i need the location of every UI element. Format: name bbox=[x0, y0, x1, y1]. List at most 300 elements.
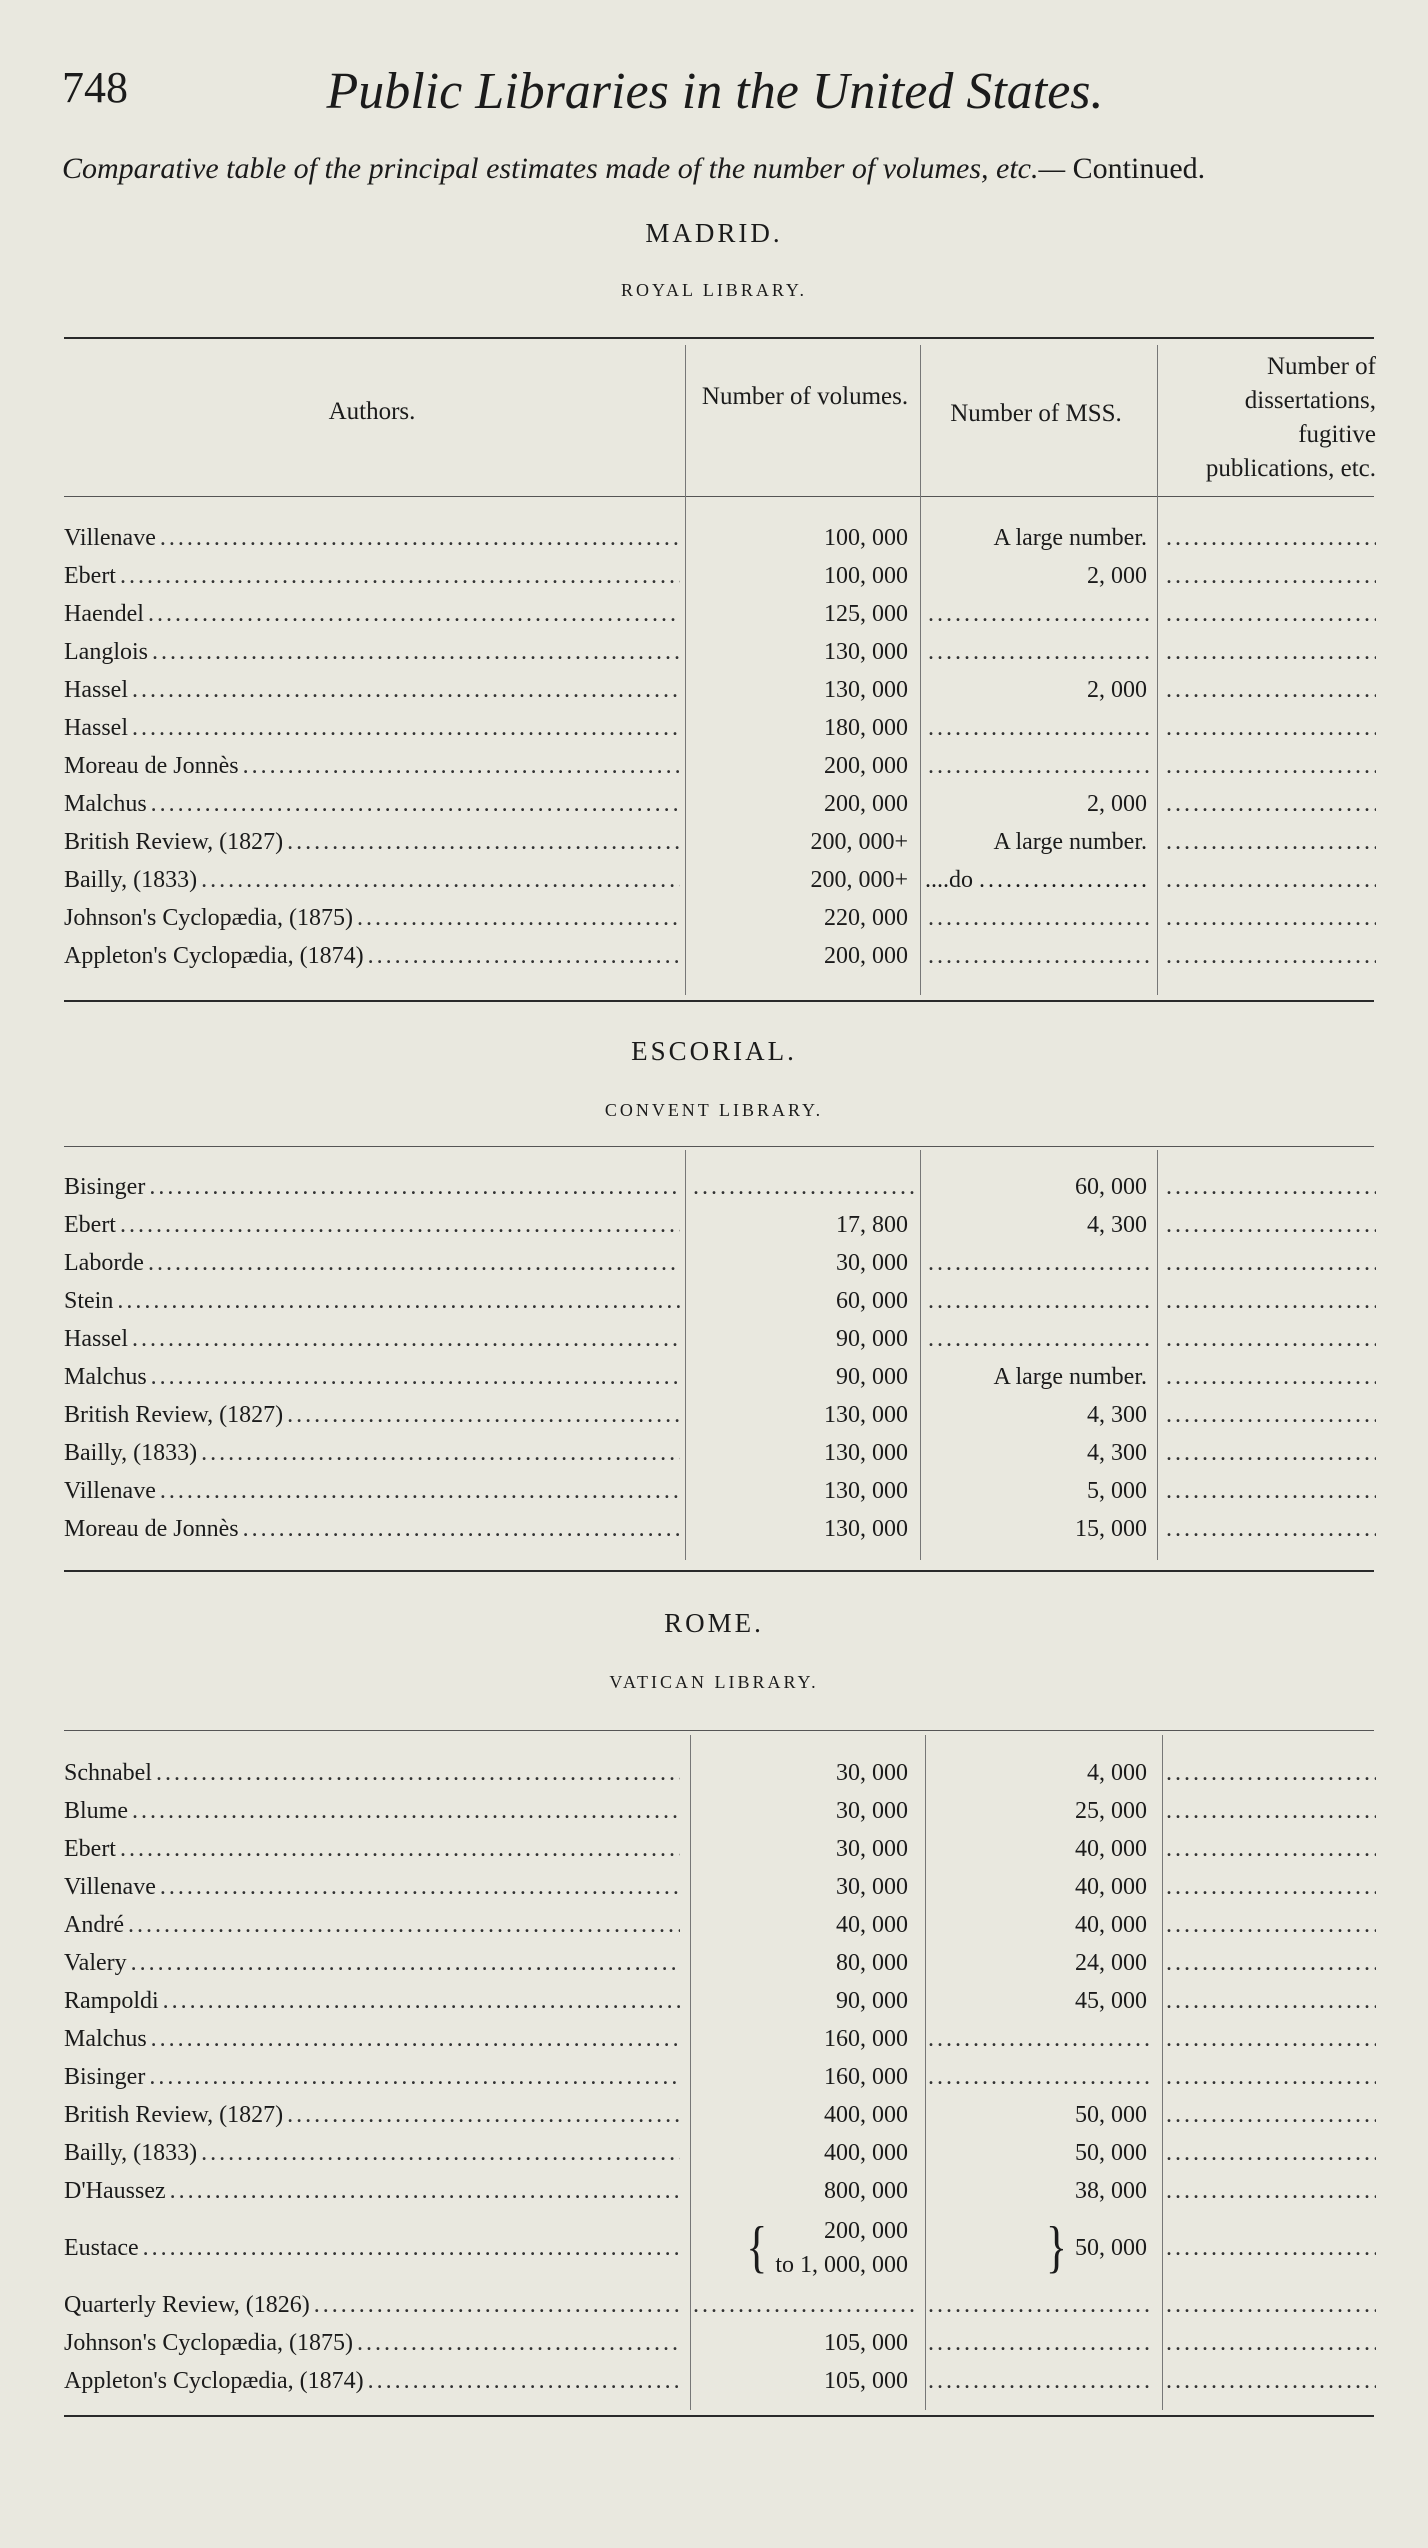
author-name: Appleton's Cyclopædia, (1874) bbox=[64, 2367, 364, 2394]
section-library: VATICAN LIBRARY. bbox=[609, 1672, 819, 1692]
author-name: Hassel bbox=[64, 676, 128, 703]
mss-value: 40, 000 bbox=[1075, 1835, 1147, 1862]
table-top-rule bbox=[64, 1730, 1374, 1731]
column-header-mss: Number of MSS. bbox=[950, 400, 1122, 427]
volumes-cell bbox=[690, 1320, 908, 1358]
volumes-cell bbox=[690, 2134, 908, 2172]
dissertations-empty bbox=[1166, 1944, 1376, 1982]
mss-cell bbox=[925, 1434, 1147, 1472]
mss-cell bbox=[925, 1982, 1147, 2020]
mss-cell bbox=[925, 1168, 1147, 1206]
dissertations-empty bbox=[1166, 595, 1376, 633]
author-cell bbox=[64, 1906, 680, 1944]
table-row bbox=[0, 1206, 1428, 1244]
volumes-cell bbox=[690, 1472, 908, 1510]
mss-cell bbox=[925, 1396, 1147, 1434]
mss-value: 50, 000 bbox=[1075, 2139, 1147, 2166]
author-cell bbox=[64, 823, 680, 861]
mss-empty bbox=[928, 709, 1150, 747]
author-cell bbox=[64, 2058, 680, 2096]
author-cell bbox=[64, 861, 680, 899]
author-cell bbox=[64, 1510, 680, 1548]
mss-value: 50, 000 bbox=[1075, 2234, 1147, 2261]
mss-value: 4, 000 bbox=[1087, 1759, 1147, 1786]
author-cell bbox=[64, 1792, 680, 1830]
author-cell bbox=[64, 785, 680, 823]
mss-empty bbox=[928, 747, 1150, 785]
volumes-empty bbox=[693, 2286, 915, 2324]
mss-cell bbox=[925, 1792, 1147, 1830]
dissertations-empty bbox=[1166, 937, 1376, 975]
mss-value: 15, 000 bbox=[1075, 1515, 1147, 1542]
author-name: Villenave bbox=[64, 524, 156, 551]
mss-empty bbox=[928, 595, 1150, 633]
dissertations-empty bbox=[1166, 1754, 1376, 1792]
table-body bbox=[0, 519, 1428, 975]
volumes-cell bbox=[690, 1982, 908, 2020]
volumes-cell bbox=[690, 2210, 908, 2286]
volumes-cell bbox=[690, 861, 908, 899]
volumes-cell bbox=[690, 1754, 908, 1792]
section-city: MADRID. bbox=[645, 218, 783, 248]
author-cell bbox=[64, 747, 680, 785]
table-row bbox=[0, 2096, 1428, 2134]
table-row bbox=[0, 2210, 1428, 2286]
volumes-value: 30, 000 bbox=[836, 1797, 908, 1824]
author-cell bbox=[64, 2324, 680, 2362]
mss-value: 38, 000 bbox=[1075, 2177, 1147, 2204]
volumes-value: 100, 000 bbox=[824, 562, 908, 589]
author-name: Laborde bbox=[64, 1249, 144, 1276]
table-row bbox=[0, 633, 1428, 671]
mss-value: 5, 000 bbox=[1087, 1477, 1147, 1504]
author-cell bbox=[64, 709, 680, 747]
volumes-value: 400, 000 bbox=[824, 2139, 908, 2166]
volumes-value: 200, 000+ bbox=[810, 866, 908, 893]
author-name: British Review, (1827) bbox=[64, 828, 284, 855]
mss-empty bbox=[928, 2020, 1150, 2058]
mss-value: 2, 000 bbox=[1087, 562, 1147, 589]
author-cell bbox=[64, 519, 680, 557]
table-row bbox=[0, 2134, 1428, 2172]
dissertations-empty bbox=[1166, 1282, 1376, 1320]
table-row bbox=[0, 1396, 1428, 1434]
mss-cell bbox=[925, 671, 1147, 709]
author-cell bbox=[64, 1282, 680, 1320]
mss-value: 45, 000 bbox=[1075, 1987, 1147, 2014]
mss-empty bbox=[928, 2362, 1150, 2400]
dissertations-empty bbox=[1166, 899, 1376, 937]
volumes-value: 60, 000 bbox=[836, 1287, 908, 1314]
dissertations-empty bbox=[1166, 1792, 1376, 1830]
author-name: Bisinger bbox=[64, 2063, 146, 2090]
author-cell bbox=[64, 2134, 680, 2172]
table-caption bbox=[62, 152, 1378, 186]
column-header-authors: Authors. bbox=[328, 398, 416, 425]
volumes-cell bbox=[690, 1206, 908, 1244]
author-cell bbox=[64, 1396, 680, 1434]
volumes-value: 130, 000 bbox=[824, 1477, 908, 1504]
dissertations-empty bbox=[1166, 671, 1376, 709]
author-cell bbox=[64, 671, 680, 709]
page-header bbox=[62, 62, 1368, 122]
table-row bbox=[0, 1982, 1428, 2020]
author-cell bbox=[64, 2172, 680, 2210]
author-name: Malchus bbox=[64, 1363, 147, 1390]
author-cell bbox=[64, 1244, 680, 1282]
author-cell bbox=[64, 2020, 680, 2058]
dissertations-empty bbox=[1166, 1868, 1376, 1906]
author-cell bbox=[64, 1868, 680, 1906]
author-name: Hassel bbox=[64, 1325, 128, 1352]
dissertations-empty bbox=[1166, 2362, 1376, 2400]
author-cell bbox=[64, 2096, 680, 2134]
volumes-value: 30, 000 bbox=[836, 1249, 908, 1276]
author-name: Moreau de Jonnès bbox=[64, 1515, 239, 1542]
volumes-cell bbox=[690, 1434, 908, 1472]
dissertations-empty bbox=[1166, 2096, 1376, 2134]
author-name: British Review, (1827) bbox=[64, 2101, 284, 2128]
table-row bbox=[0, 2058, 1428, 2096]
table-row bbox=[0, 1168, 1428, 1206]
volumes-value: 30, 000 bbox=[836, 1873, 908, 1900]
mss-value: 2, 000 bbox=[1087, 676, 1147, 703]
volumes-cell bbox=[690, 1358, 908, 1396]
volumes-cell bbox=[690, 2096, 908, 2134]
mss-value: ....do bbox=[925, 866, 973, 893]
author-name: Villenave bbox=[64, 1477, 156, 1504]
dissertations-empty bbox=[1166, 709, 1376, 747]
mss-value: 40, 000 bbox=[1075, 1873, 1147, 1900]
table-row bbox=[0, 1282, 1428, 1320]
mss-cell bbox=[925, 1754, 1147, 1792]
mss-value: 25, 000 bbox=[1075, 1797, 1147, 1824]
mss-cell bbox=[925, 1358, 1147, 1396]
mss-empty bbox=[928, 2286, 1150, 2324]
dissertations-empty bbox=[1166, 2210, 1376, 2286]
author-cell bbox=[64, 1754, 680, 1792]
author-cell bbox=[64, 595, 680, 633]
dissertations-empty bbox=[1166, 2134, 1376, 2172]
mss-cell bbox=[925, 2134, 1147, 2172]
table-body bbox=[0, 1754, 1428, 2400]
caption-italic: Comparative table of the principal estimates made of the number of volumes, etc.— bbox=[62, 152, 1066, 185]
volumes-value: 160, 000 bbox=[824, 2063, 908, 2090]
volumes-value: 30, 000 bbox=[836, 1835, 908, 1862]
running-title: Public Libraries in the United States. bbox=[326, 63, 1104, 120]
mss-cell bbox=[925, 1510, 1147, 1548]
table-row bbox=[0, 1906, 1428, 1944]
table-row bbox=[0, 2172, 1428, 2210]
author-name: Blume bbox=[64, 1797, 128, 1824]
mss-cell bbox=[925, 2210, 1147, 2286]
volumes-cell bbox=[690, 785, 908, 823]
author-name: Johnson's Cyclopædia, (1875) bbox=[64, 2329, 353, 2356]
caption-continued: Continued. bbox=[1065, 152, 1206, 185]
volumes-cell bbox=[690, 899, 908, 937]
mss-cell bbox=[925, 557, 1147, 595]
author-name: Ebert bbox=[64, 1835, 116, 1862]
column-header-dissertations: Number of dissertations, fugitive publications, etc. bbox=[1205, 353, 1376, 482]
table-row bbox=[0, 1320, 1428, 1358]
dissertations-empty bbox=[1166, 1510, 1376, 1548]
author-name: Malchus bbox=[64, 790, 147, 817]
section-library: ROYAL LIBRARY. bbox=[620, 280, 808, 300]
author-name: Eustace bbox=[64, 2234, 139, 2261]
volumes-cell bbox=[690, 1868, 908, 1906]
dissertations-empty bbox=[1166, 2172, 1376, 2210]
dissertations-empty bbox=[1166, 633, 1376, 671]
table-row bbox=[0, 861, 1428, 899]
dissertations-empty bbox=[1166, 823, 1376, 861]
volumes-cell bbox=[690, 2058, 908, 2096]
author-cell bbox=[64, 2286, 680, 2324]
author-name: Stein bbox=[64, 1287, 114, 1314]
volumes-cell bbox=[690, 1906, 908, 1944]
dissertations-empty bbox=[1166, 1320, 1376, 1358]
table-row bbox=[0, 2020, 1428, 2058]
mss-value: 4, 300 bbox=[1087, 1401, 1147, 1428]
volumes-cell bbox=[690, 1510, 908, 1548]
volumes-cell bbox=[690, 937, 908, 975]
volumes-cell bbox=[690, 1944, 908, 1982]
author-name: Rampoldi bbox=[64, 1987, 159, 2014]
volumes-cell bbox=[690, 633, 908, 671]
mss-empty bbox=[928, 899, 1150, 937]
table-row bbox=[0, 709, 1428, 747]
author-name: Schnabel bbox=[64, 1759, 152, 1786]
section-city: ROME. bbox=[664, 1608, 764, 1638]
mss-value: 4, 300 bbox=[1087, 1211, 1147, 1238]
volumes-cell bbox=[690, 2362, 908, 2400]
mss-value: 60, 000 bbox=[1075, 1173, 1147, 1200]
volumes-value: 220, 000 bbox=[824, 904, 908, 931]
volumes-cell bbox=[690, 2172, 908, 2210]
volumes-value: 130, 000 bbox=[824, 1515, 908, 1542]
mss-empty bbox=[928, 1320, 1150, 1358]
mss-empty bbox=[928, 2324, 1150, 2362]
table-bottom-rule bbox=[64, 1570, 1374, 1572]
table-row bbox=[0, 1434, 1428, 1472]
dissertations-empty bbox=[1166, 1244, 1376, 1282]
volumes-value: 200, 000 bbox=[824, 752, 908, 779]
dissertations-empty bbox=[1166, 1396, 1376, 1434]
table-top-rule bbox=[64, 337, 1374, 339]
mss-value: 4, 300 bbox=[1087, 1439, 1147, 1466]
volumes-cell bbox=[690, 1282, 908, 1320]
mss-cell bbox=[925, 2096, 1147, 2134]
volumes-value: 400, 000 bbox=[824, 2101, 908, 2128]
table-row bbox=[0, 2324, 1428, 2362]
volumes-empty bbox=[693, 1168, 915, 1206]
author-name: Quarterly Review, (1826) bbox=[64, 2291, 310, 2318]
author-cell bbox=[64, 1206, 680, 1244]
author-name: D'Haussez bbox=[64, 2177, 166, 2204]
dissertations-empty bbox=[1166, 2286, 1376, 2324]
section-city: ESCORIAL. bbox=[631, 1036, 797, 1066]
table-row bbox=[0, 1830, 1428, 1868]
author-name: Bisinger bbox=[64, 1173, 146, 1200]
volumes-value: 800, 000 bbox=[824, 2177, 908, 2204]
volumes-value: 200, 000 bbox=[824, 2218, 908, 2244]
header-rule bbox=[64, 496, 1374, 497]
author-cell bbox=[64, 2362, 680, 2400]
volumes-cell bbox=[690, 595, 908, 633]
volumes-value: 100, 000 bbox=[824, 524, 908, 551]
volumes-value: 80, 000 bbox=[836, 1949, 908, 1976]
mss-empty bbox=[928, 1282, 1150, 1320]
author-name: Bailly, (1833) bbox=[64, 2139, 198, 2166]
table-row bbox=[0, 1792, 1428, 1830]
table-row bbox=[0, 671, 1428, 709]
mss-empty bbox=[928, 1244, 1150, 1282]
author-name: Bailly, (1833) bbox=[64, 866, 198, 893]
author-name: Langlois bbox=[64, 638, 148, 665]
volumes-value: 200, 000+ bbox=[810, 828, 908, 855]
table-row bbox=[0, 747, 1428, 785]
volumes-value: 17, 800 bbox=[836, 1211, 908, 1238]
author-name: Moreau de Jonnès bbox=[64, 752, 239, 779]
author-cell bbox=[64, 1982, 680, 2020]
dissertations-empty bbox=[1166, 785, 1376, 823]
mss-cell bbox=[925, 1472, 1147, 1510]
table-row bbox=[0, 519, 1428, 557]
mss-value: 2, 000 bbox=[1087, 790, 1147, 817]
author-name: Hassel bbox=[64, 714, 128, 741]
table-bottom-rule bbox=[64, 1000, 1374, 1002]
volumes-cell bbox=[690, 519, 908, 557]
mss-empty bbox=[928, 2058, 1150, 2096]
author-name: Ebert bbox=[64, 562, 116, 589]
table-body bbox=[0, 1168, 1428, 1548]
author-cell bbox=[64, 1168, 680, 1206]
volumes-cell bbox=[690, 1244, 908, 1282]
volumes-value: 40, 000 bbox=[836, 1911, 908, 1938]
author-name: Bailly, (1833) bbox=[64, 1439, 198, 1466]
mss-cell bbox=[925, 823, 1147, 861]
dissertations-empty bbox=[1166, 1206, 1376, 1244]
dissertations-empty bbox=[1166, 2020, 1376, 2058]
volumes-cell bbox=[690, 557, 908, 595]
table-row bbox=[0, 595, 1428, 633]
dissertations-empty bbox=[1166, 557, 1376, 595]
mss-value: A large number. bbox=[993, 524, 1147, 551]
dissertations-empty bbox=[1166, 1472, 1376, 1510]
author-name: Johnson's Cyclopædia, (1875) bbox=[64, 904, 353, 931]
mss-cell bbox=[925, 2172, 1147, 2210]
dissertations-empty bbox=[1166, 2324, 1376, 2362]
mss-empty bbox=[928, 633, 1150, 671]
volumes-value: 130, 000 bbox=[824, 638, 908, 665]
volumes-value: 90, 000 bbox=[836, 1325, 908, 1352]
volumes-cell bbox=[690, 1792, 908, 1830]
volumes-value: 30, 000 bbox=[836, 1759, 908, 1786]
table-row bbox=[0, 2362, 1428, 2400]
author-name: Malchus bbox=[64, 2025, 147, 2052]
mss-value: A large number. bbox=[993, 1363, 1147, 1390]
author-name: Appleton's Cyclopædia, (1874) bbox=[64, 942, 364, 969]
volumes-value: 105, 000 bbox=[824, 2329, 908, 2356]
volumes-cell bbox=[690, 823, 908, 861]
volumes-cell bbox=[690, 1396, 908, 1434]
table-row bbox=[0, 1944, 1428, 1982]
table-top-rule bbox=[64, 1146, 1374, 1147]
table-bottom-rule bbox=[64, 2415, 1374, 2417]
mss-value: 24, 000 bbox=[1075, 1949, 1147, 1976]
author-name: Valery bbox=[64, 1949, 127, 1976]
table-row bbox=[0, 937, 1428, 975]
table-row bbox=[0, 899, 1428, 937]
dissertations-empty bbox=[1166, 1982, 1376, 2020]
volumes-value: 200, 000 bbox=[824, 942, 908, 969]
dissertations-empty bbox=[1166, 1906, 1376, 1944]
mss-cell bbox=[925, 785, 1147, 823]
dissertations-empty bbox=[1166, 1358, 1376, 1396]
table-row bbox=[0, 1510, 1428, 1548]
table-row bbox=[0, 1868, 1428, 1906]
author-cell bbox=[64, 1472, 680, 1510]
mss-cell bbox=[925, 861, 1147, 899]
mss-empty bbox=[928, 937, 1150, 975]
brace-glyph: { bbox=[746, 2215, 768, 2280]
mss-value: 50, 000 bbox=[1075, 2101, 1147, 2128]
mss-cell bbox=[925, 1830, 1147, 1868]
table-row bbox=[0, 557, 1428, 595]
mss-cell bbox=[925, 1868, 1147, 1906]
volumes-value: 130, 000 bbox=[824, 676, 908, 703]
table-row bbox=[0, 1358, 1428, 1396]
author-cell bbox=[64, 937, 680, 975]
mss-value: A large number. bbox=[993, 828, 1147, 855]
dissertations-empty bbox=[1166, 1168, 1376, 1206]
dissertations-empty bbox=[1166, 1830, 1376, 1868]
column-header-volumes: Number of volumes. bbox=[701, 383, 909, 410]
volumes-cell bbox=[690, 1830, 908, 1868]
author-cell bbox=[64, 1830, 680, 1868]
author-name: Ebert bbox=[64, 1211, 116, 1238]
table-row bbox=[0, 1244, 1428, 1282]
volumes-value-upper: to 1, 000, 000 bbox=[775, 2252, 908, 2278]
table-row bbox=[0, 1472, 1428, 1510]
author-name: André bbox=[64, 1911, 124, 1938]
mss-cell bbox=[925, 519, 1147, 557]
author-cell bbox=[64, 1358, 680, 1396]
volumes-cell bbox=[690, 2324, 908, 2362]
mss-cell bbox=[925, 1944, 1147, 1982]
author-cell bbox=[64, 899, 680, 937]
author-name: British Review, (1827) bbox=[64, 1401, 284, 1428]
volumes-value: 130, 000 bbox=[824, 1401, 908, 1428]
volumes-value: 105, 000 bbox=[824, 2367, 908, 2394]
volumes-value: 200, 000 bbox=[824, 790, 908, 817]
page-number: 748 bbox=[62, 63, 128, 112]
volumes-value: 180, 000 bbox=[824, 714, 908, 741]
mss-value: 40, 000 bbox=[1075, 1911, 1147, 1938]
volumes-value: 125, 000 bbox=[824, 600, 908, 627]
volumes-cell bbox=[690, 671, 908, 709]
author-cell bbox=[64, 1944, 680, 1982]
volumes-cell bbox=[690, 709, 908, 747]
volumes-value: 160, 000 bbox=[824, 2025, 908, 2052]
volumes-value: 90, 000 bbox=[836, 1987, 908, 2014]
author-name: Haendel bbox=[64, 600, 144, 627]
author-cell bbox=[64, 1320, 680, 1358]
dissertations-empty bbox=[1166, 1434, 1376, 1472]
author-cell bbox=[64, 2210, 680, 2286]
volumes-cell bbox=[690, 747, 908, 785]
author-cell bbox=[64, 557, 680, 595]
table-row bbox=[0, 2286, 1428, 2324]
